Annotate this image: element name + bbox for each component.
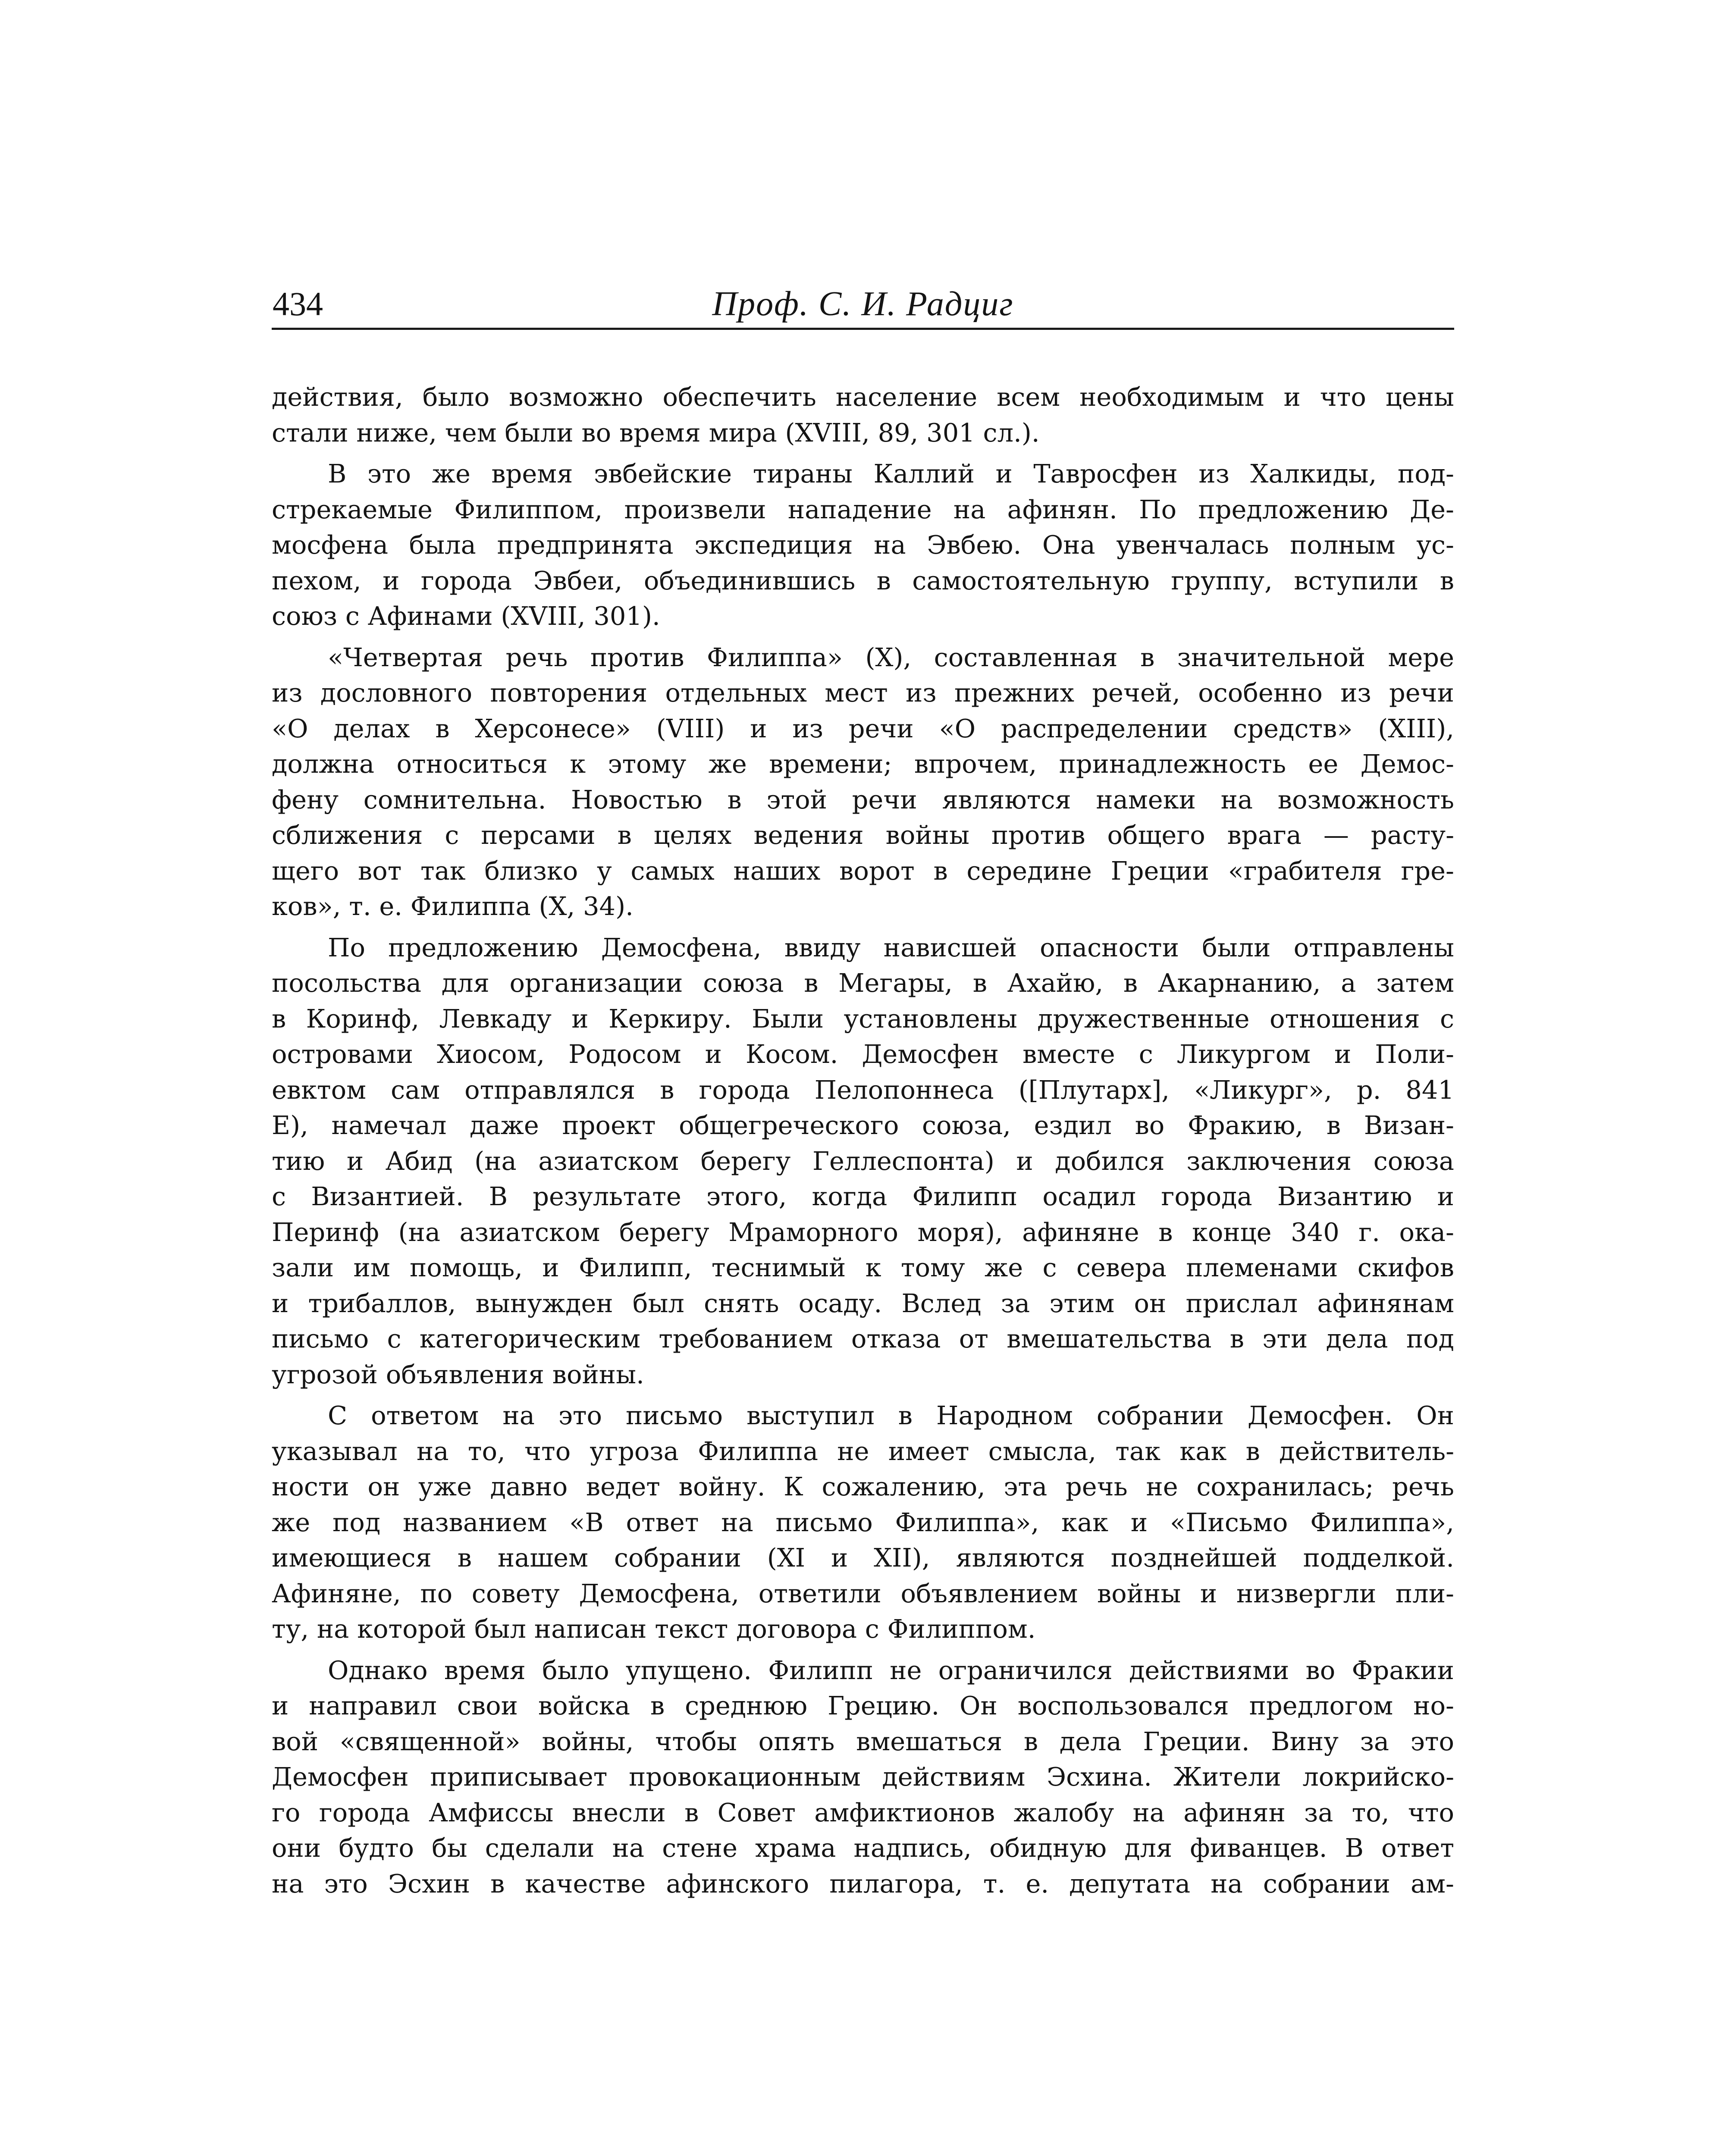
paragraph <box>272 456 1454 634</box>
text-line: По предложению Демосфена, ввиду нависшей опасности были отправлены <box>328 932 1454 962</box>
text-line: Демосфен приписывает провокационным действиям Эсхина. Жители локрийско- <box>272 1762 1454 1792</box>
text-line: союз с Афинами (XVIII, 301). <box>272 601 660 631</box>
text-line: «О делах в Херсонесе» (VIII) и из речи «О распределении средств» (XIII), <box>272 713 1454 743</box>
text-line: из дословного повторения отдельных мест из прежних речей, особенно из речи <box>272 678 1454 708</box>
running-head: Проф. С. И. Радциг <box>712 285 1014 323</box>
text-line: зали им помощь, и Филипп, теснимый к тому же с севера племенами скифов <box>272 1253 1454 1282</box>
text-line: Афиняне, по совету Демосфена, ответили объявлением войны и низвергли пли- <box>272 1578 1454 1608</box>
text-line: вой «священной» войны, чтобы опять вмешаться в дела Греции. Вину за это <box>272 1726 1454 1756</box>
text-line: стали ниже, чем были во время мира (XVIII, 89, 301 сл.). <box>272 417 1040 448</box>
text-line: мосфена была предпринята экспедиция на Эвбею. Она увенчалась полным ус- <box>272 530 1454 560</box>
text-line: Однако время было упущено. Филипп не ограничился действиями во Фракии <box>328 1655 1454 1685</box>
text-line: сближения с персами в целях ведения войны против общего врага — расту- <box>272 820 1454 850</box>
text-line: В это же время эвбейские тираны Каллий и Тавросфен из Халкиды, под- <box>328 459 1454 489</box>
text-line: указывал на то, что угроза Филиппа не имеет смысла, так как в действитель- <box>272 1436 1454 1466</box>
text-line: С ответом на это письмо выступил в Народном собрании Демосфен. Он <box>328 1401 1454 1430</box>
page-number: 434 <box>273 285 323 323</box>
text-line: с Византией. В результате этого, когда Филипп осадил города Византию и <box>272 1181 1454 1211</box>
text-line: щего вот так близко у самых наших ворот в середине Греции «грабителя гре- <box>272 856 1454 886</box>
text-line: тию и Абид (на азиатском берегу Геллеспонта) и добился заключения союза <box>272 1146 1454 1176</box>
text-line: ности он уже давно ведет войну. К сожалению, эта речь не сохранилась; речь <box>272 1472 1454 1501</box>
text-line: посольства для организации союза в Мегары, в Ахайю, в Акарнанию, а затем <box>272 968 1454 998</box>
text-line: стрекаемые Филиппом, произвели нападение на афинян. По предложению Де- <box>272 494 1454 524</box>
paragraph <box>272 1398 1454 1647</box>
text-line: фену сомнительна. Новостью в этой речи являются намеки на возможность <box>272 784 1454 815</box>
text-line: Перинф (на азиатском берегу Мраморного моря), афиняне в конце 340 г. ока- <box>272 1217 1454 1247</box>
text-line: должна относиться к этому же времени; впрочем, принадлежность ее Демос- <box>272 749 1454 779</box>
text-line: угрозой объявления войны. <box>272 1359 644 1389</box>
text-line: островами Хиосом, Родосом и Косом. Демосфен вместе с Ликургом и Поли- <box>272 1039 1454 1069</box>
text-line: действия, было возможно обеспечить население всем необходимым и что цены <box>272 382 1454 412</box>
text-line: они будто бы сделали на стене храма надпись, обидную для фиванцев. В ответ <box>272 1833 1454 1863</box>
text-line: ту, на которой был написан текст договора с Филиппом. <box>272 1614 1036 1644</box>
text-line: и направил свои войска в среднюю Грецию. Он воспользовался предлогом но- <box>272 1691 1454 1720</box>
paragraph <box>272 379 1454 451</box>
text-line: имеющиеся в нашем собрании (XI и XII), являются позднейшей подделкой. <box>272 1543 1454 1573</box>
text-line: E), намечал даже проект общегреческого союза, ездил во Фракию, в Визан- <box>272 1110 1454 1140</box>
text-line: пехом, и города Эвбеи, объединившись в самостоятельную группу, вступили в <box>272 565 1454 595</box>
text-line: письмо с категорическим требованием отказа от вмешательства в эти дела под <box>272 1324 1454 1354</box>
paragraph <box>272 640 1454 924</box>
text-line: же под названием «В ответ на письмо Филиппа», как и «Письмо Филиппа», <box>272 1507 1454 1537</box>
paragraph <box>272 1653 1454 1902</box>
text-line: ков», т. е. Филиппа (X, 34). <box>272 891 634 921</box>
paragraph <box>272 930 1454 1393</box>
text-line: и трибаллов, вынужден был снять осаду. Вслед за этим он прислал афинянам <box>272 1288 1454 1318</box>
text-line: го города Амфиссы внесли в Совет амфиктионов жалобу на афинян за то, что <box>272 1797 1454 1827</box>
text-line: на это Эсхин в качестве афинского пилагора, т. е. депутата на собрании ам- <box>272 1868 1454 1899</box>
text-line: в Коринф, Левкаду и Керкиру. Были установлены дружественные отношения с <box>272 1003 1454 1034</box>
page-header <box>272 280 1454 330</box>
text-line: «Четвертая речь против Филиппа» (X), составленная в значительной мере <box>328 642 1454 672</box>
text-line: евктом сам отправлялся в города Пелопоннеса ([Плутарх], «Ликург», р. 841 <box>272 1075 1454 1105</box>
body-text <box>272 379 1454 1907</box>
